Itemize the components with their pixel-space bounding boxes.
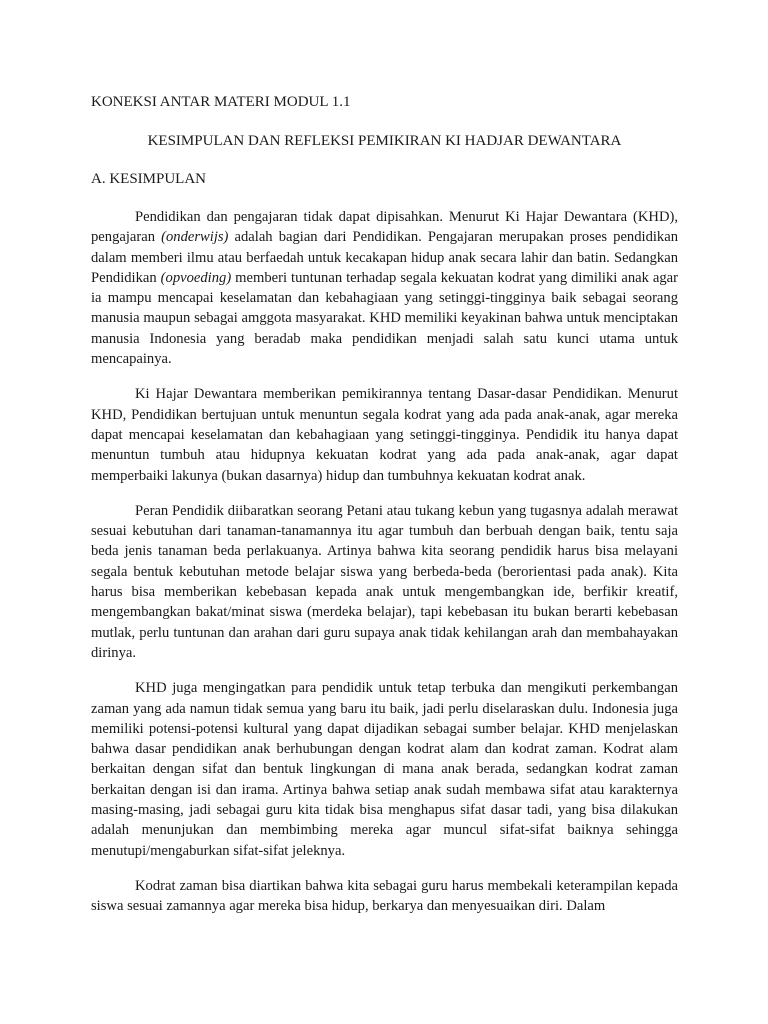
paragraph-1-text-c: adalah bagian dari Pendidikan. Pengajaran merupakan proses pendidikan dalam memberi ilmu atau berfaedah untuk kecakapan hidup anak secara lahir dan batin. Sedangkan Pendidikan [91,229,678,286]
section-title: A. KESIMPULAN [91,171,207,187]
paragraph-1 [91,207,678,369]
module-title: KONEKSI ANTAR MATERI MODUL 1.1 [91,94,351,110]
paragraph-1-term-onderwijs: (onderwijs) [161,229,229,246]
paragraph-4: KHD juga mengingatkan para pendidik untuk tetap terbuka dan mengikuti perkembangan zaman yang ada namun tidak semua yang baru itu baik, jadi perlu diselaraskan dulu. Indonesia juga memiliki potensi-potensi kultural yang dapat dijadikan sebagai sumber belajar. KHD menjelaskan bahwa dasar pendidikan anak berhubungan dengan kodrat alam dan kodrat zaman. Kodrat alam berkaitan dengan sifat dan bentuk lingkungan di mana anak berada, sedangkan kodrat zaman berkaitan dengan isi dan irama. Artinya bahwa setiap anak sudah membawa sifat atau karakternya masing-masing, jadi sebagai guru kita tidak bisa menghapus sifat dasar tadi, yang bisa dilakukan adalah menunjukan dan membimbing mereka agar muncul sifat-sifat baiknya sehingga menutupi/mengaburkan sifat-sifat jeleknya. [91,680,678,859]
paragraph-1-term-opvoeding: (opvoeding) [160,269,232,286]
paragraph-3: Peran Pendidik diibaratkan seorang Petani atau tukang kebun yang tugasnya adalah merawat sesuai kebutuhan dari tanaman-tanamannya itu agar tumbuh dan berbuah dengan baik, tentu saja beda jenis tanaman beda perlakuanya. Artinya bahwa kita seorang pendidik harus bisa melayani segala bentuk kebutuhan metode belajar siswa yang berbeda-beda (berorientasi pada anak). Kita harus bisa memberikan kebebasan kepada anak untuk mengembangkan ide, berfikir kreatif, mengembangkan bakat/minat siswa (merdeka belajar), tapi kebebasan itu bukan berarti kebebasan mutlak, perlu tuntunan dan arahan dari guru supaya anak tidak kehilangan arah dan membahayakan dirinya. [91,502,678,661]
main-title: KESIMPULAN DAN REFLEKSI PEMIKIRAN KI HADJAR DEWANTARA [147,133,622,149]
paragraph-1-text-a: Pendidikan dan pengajaran tidak dapat dipisahkan. Menurut Ki Hajar Dewantara (KHD), pengajaran [91,209,678,246]
paragraph-1-text-e: memberi tuntunan terhadap segala kekuatan kodrat yang dimiliki anak agar ia mampu mencapai keselamatan dan kebahagiaan yang setinggi-tingginya baik sebagai seorang manusia maupun sebagai amggota masyarakat. KHD memiliki keyakinan bahwa untuk menciptakan manusia Indonesia yang beradab maka pendidikan menjadi salah satu kunci utama untuk mencapainya. [91,269,678,368]
paragraph-5: Kodrat zaman bisa diartikan bahwa kita sebagai guru harus membekali keterampilan kepada siswa sesuai zamannya agar mereka bisa hidup, berkarya dan menyesuaikan diri. Dalam [91,877,678,915]
paragraph-2: Ki Hajar Dewantara memberikan pemikirannya tentang Dasar-dasar Pendidikan. Menurut KHD, Pendidikan bertujuan untuk menuntun segala kodrat yang ada pada anak-anak, agar mereka dapat mencapai keselamatan dan kebahagiaan yang setinggi-tingginya. Pendidik itu hanya dapat menuntun tumbuh atau hidupnya kekuatan kodrat yang ada pada anak-anak, agar dapat memperbaiki lakunya (bukan dasarnya) hidup dan tumbuhnya kekuatan kodrat anak. [91,386,678,484]
